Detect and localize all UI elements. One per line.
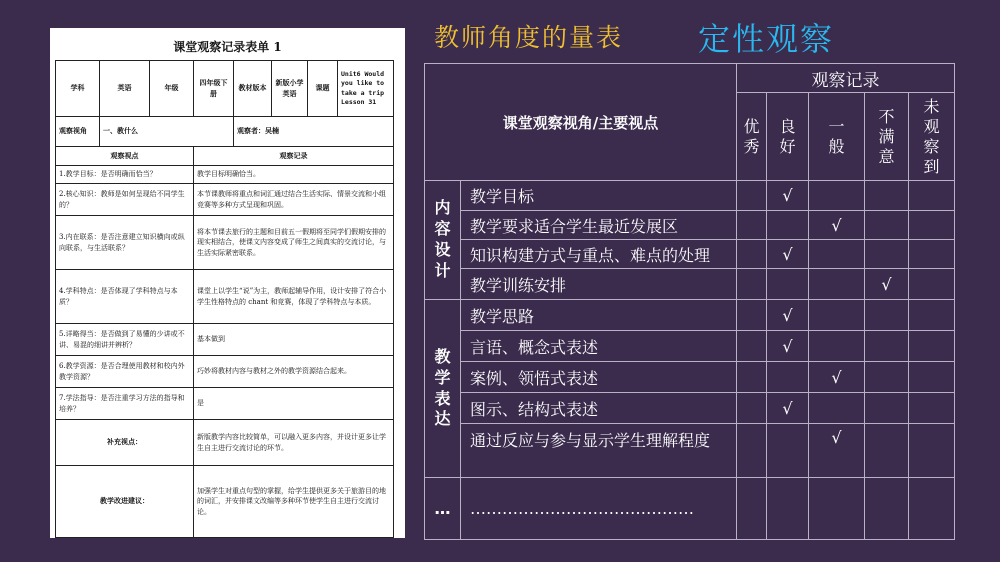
supplement-value: 新版教学内容比较简单，可以融入更多内容，并设计更多让学生自主进行交流讨论的环节。 — [194, 420, 394, 466]
check-cell: √ — [865, 269, 909, 300]
check-cell — [909, 181, 955, 211]
suggestion-label: 教学改进建议： — [56, 466, 194, 538]
check-cell: √ — [809, 362, 865, 393]
check-cell — [767, 211, 809, 240]
check-cell — [865, 300, 909, 331]
form-table — [55, 60, 394, 538]
observer-value: 吴楠 — [265, 126, 279, 136]
check-cell: √ — [767, 331, 809, 362]
grid-item: 教学要求适合学生最近发展区 — [461, 211, 737, 240]
more-section-ellipsis: … — [425, 478, 461, 540]
check-cell — [767, 478, 809, 540]
edition-label: 教材版本 — [234, 61, 272, 117]
grid-item: 案例、领悟式表述 — [461, 362, 737, 393]
check-cell — [737, 424, 767, 478]
row-point: 7.学法指导：是否注重学习方法的指导和培养？ — [56, 388, 194, 420]
supplement-label: 补充视点： — [56, 420, 194, 466]
check-cell — [737, 362, 767, 393]
row-point: 6.教学资源：是否合理使用教材和校内外教学资源？ — [56, 356, 194, 388]
rating-not-observed: 未观察到 — [909, 93, 955, 181]
check-cell — [865, 424, 909, 478]
check-cell — [809, 300, 865, 331]
check-cell — [909, 300, 955, 331]
check-cell — [865, 181, 909, 211]
col-header-point: 观察视点 — [56, 147, 194, 166]
edition-value: 新版小学英语 — [272, 61, 308, 117]
check-cell — [809, 393, 865, 424]
row-record: 教学目标明确恰当。 — [194, 166, 394, 184]
check-cell — [809, 478, 865, 540]
grid-item: 图示、结构式表述 — [461, 393, 737, 424]
observer-field — [234, 117, 394, 147]
check-cell — [909, 211, 955, 240]
grid-header-observation: 观察记录 — [737, 64, 955, 93]
observation-grid — [424, 63, 955, 540]
rating-good: 良好 — [767, 93, 809, 181]
perspective-label: 观察视角 — [56, 117, 100, 147]
check-cell — [737, 478, 767, 540]
grid-item: 通过反应与参与显示学生理解程度 — [461, 424, 737, 478]
check-cell: √ — [809, 211, 865, 240]
check-cell — [737, 181, 767, 211]
check-cell — [737, 393, 767, 424]
grid-item: 知识构建方式与重点、难点的处理 — [461, 240, 737, 269]
col-header-record: 观察记录 — [194, 147, 394, 166]
check-cell — [737, 269, 767, 300]
check-cell — [909, 393, 955, 424]
check-cell — [737, 331, 767, 362]
check-cell — [865, 240, 909, 269]
form-title: 课堂观察记录表单 1 — [173, 40, 282, 54]
grid-header-perspective: 课堂观察视角/主要视点 — [425, 64, 737, 181]
row-record: 将本节课去旅行的主题和目前五一假期将至同学们假期安排的现实相结合，使课文内容变成了师生之间真实的交流讨论，与生活实际紧密联系。 — [194, 216, 394, 270]
check-cell: √ — [767, 240, 809, 269]
check-cell — [865, 331, 909, 362]
heading-qualitative: 定性观察 — [698, 20, 835, 58]
check-cell — [865, 393, 909, 424]
observation-form-document — [50, 28, 405, 538]
rating-average: 一般 — [809, 93, 865, 181]
row-record: 本节课教师将重点和词汇通过结合生活实际、情景交流和小组竞赛等多种方式呈现和巩固。 — [194, 184, 394, 216]
check-cell — [809, 331, 865, 362]
row-record: 基本做到 — [194, 324, 394, 356]
check-cell — [865, 211, 909, 240]
check-cell: √ — [809, 424, 865, 478]
check-cell — [909, 362, 955, 393]
check-cell — [767, 424, 809, 478]
row-record: 是 — [194, 388, 394, 420]
check-cell — [737, 300, 767, 331]
check-cell — [809, 240, 865, 269]
rating-unsatisfied: 不满意 — [865, 93, 909, 181]
check-cell — [909, 478, 955, 540]
check-cell: √ — [767, 181, 809, 211]
row-record: 巧妙将教材内容与教材之外的教学资源结合起来。 — [194, 356, 394, 388]
check-cell — [909, 269, 955, 300]
grade-label: 年级 — [150, 61, 194, 117]
check-cell — [737, 240, 767, 269]
check-cell — [909, 331, 955, 362]
section-content-design: 内容设计 — [425, 181, 461, 300]
row-point: 3.内在联系：是否注意建立知识横向或纵向联系，与生活联系？ — [56, 216, 194, 270]
perspective-value: 一、教什么 — [100, 117, 234, 147]
check-cell — [767, 362, 809, 393]
row-record: 课堂上以学生“说”为主，教师起辅导作用，设计安排了符合小学生性格特点的 chant 和竞赛，体现了学科特点与本质。 — [194, 270, 394, 324]
check-cell — [865, 362, 909, 393]
check-cell: √ — [767, 393, 809, 424]
suggestion-value: 加强学生对重点句型的掌握，给学生提供更多关于旅游目的地的词汇，并安排课文改编等多种环节使学生自主进行交流讨论。 — [194, 466, 394, 538]
subject-value: 英语 — [100, 61, 150, 117]
grid-item: 教学思路 — [461, 300, 737, 331]
row-point: 4.学科特点：是否体现了学科特点与本质？ — [56, 270, 194, 324]
check-cell — [809, 269, 865, 300]
more-item-ellipsis: …………………………………… — [461, 478, 737, 540]
check-cell: √ — [767, 300, 809, 331]
grade-value: 四年级下册 — [194, 61, 234, 117]
row-point: 5.详略得当：是否做到了易懂的少讲或不讲、易混的细讲并辨析？ — [56, 324, 194, 356]
row-point: 1.教学目标：是否明确而恰当？ — [56, 166, 194, 184]
grid-item: 言语、概念式表述 — [461, 331, 737, 362]
rating-excellent: 优秀 — [737, 93, 767, 181]
check-cell — [737, 211, 767, 240]
lesson-label: 课题 — [308, 61, 338, 117]
check-cell — [767, 269, 809, 300]
check-cell — [809, 181, 865, 211]
section-teaching-expression: 教学表达 — [425, 300, 461, 478]
heading-teacher-scale: 教师角度的量表 — [434, 23, 624, 52]
check-cell — [909, 424, 955, 478]
check-cell — [909, 240, 955, 269]
lesson-value: Unit6 Would you like to take a trip Lesson 31 — [338, 61, 394, 117]
check-cell — [865, 478, 909, 540]
observer-label: 观察者： — [237, 126, 265, 136]
grid-item: 教学目标 — [461, 181, 737, 211]
row-point: 2.核心知识：教师是如何呈现给不同学生的？ — [56, 184, 194, 216]
grid-item: 教学训练安排 — [461, 269, 737, 300]
subject-label: 学科 — [56, 61, 100, 117]
